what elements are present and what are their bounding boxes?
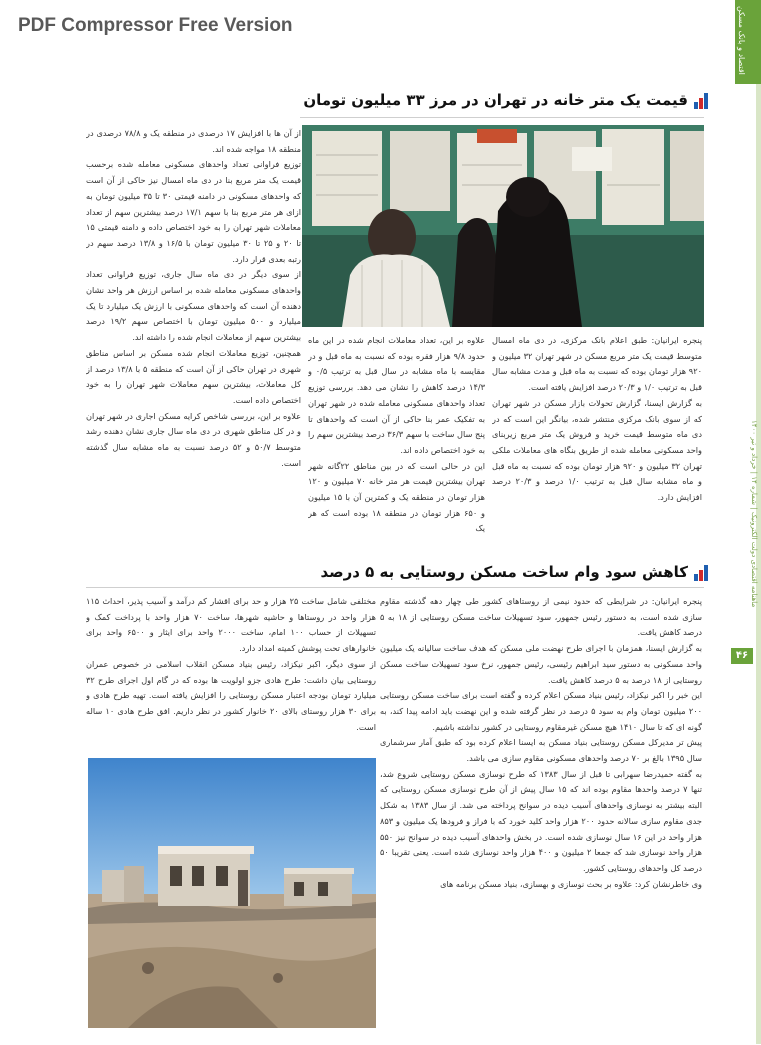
paragraph: علاوه بر این، بررسی شاخص کرایه مسکن اجاری در شهر تهران و در کل مناطق شهری در دی ماه سال جاری نشان دهنده رشد متوسط ۵۰/۷ و ۵۲ درصد نسبت به ماه مشابه سال گذشته است.: [86, 410, 301, 468]
photo-rural-houses: [88, 758, 376, 1028]
paragraph: پنجره ایرانیان: در شرایطی که حدود نیمی از روستاهای کشور طی چهار دهه گذشته مقاوم سازی شده است، به دستور رئیس جمهور، سود تسهیلات ساخت مسکن روستایی از ۱۸ به ۵ درصد کاهش یافت.: [380, 596, 702, 638]
paragraph: از سوی دیگر در دی ماه سال جاری، توزیع فراوانی تعداد واحدهای مسکونی معامله شده بر اساس ارزش هر واحد نشان دهنده آن است که واحدهای مسکونی با ارزش یک میلیارد تا یک میلیارد و ۵۰۰ میلیون تومان با اختصاص سهم ۱۹/۲ درصد بیشترین سهم از معاملات انجام شده را داشته اند.: [86, 269, 301, 343]
paragraph: از سوی دیگر، اکبر نیکزاد، رئیس بنیاد مسکن انقلاب اسلامی در خصوص عمران روستایی بیان داشت: طرح هادی جزو اولویت ها بوده که در گام اول اجرای طرح ۳۲ میلیارد تومان بودجه اعتبار مسکن روستایی را افزایش یافته است. تهیه طرح هادی و برای ۳۰ هزار روستای بالای ۲۰ خانوار کشور در نظر داریم. افق طرح هادی ۱۰ ساله است.: [86, 658, 376, 732]
bars-icon: [694, 93, 708, 109]
title-rule: [300, 117, 704, 118]
paragraph: به گفته حمیدرضا سهرابی تا قبل از سال ۱۳۸۳ که طرح نوسازی مسکن روستایی شروع شد، تنها ۷ درصد واحدها مقاوم بوده اند که ۱۵ سال پیش از آن طرح نوسازی مسکن روستایی که البته بیشتر به نوسازی واحدهای آسیب دیده در سوانح پرداخته می شد. از سال ۱۳۸۳ به شکل جدی مقاوم سازی سالانه حدود ۲۰۰ هزار واحد کلید خورد که با فراز و فرودها یک میلیون و ۸۵۳ هزار واحد در این ۱۶ سال نوسازی شده است. در بخش واحدهای آسیب دیده در سوانح نیز ۵۵۰ هزار واحد نوسازی شد که جمعا ۲ میلیون و ۴۰۰ هزار واحد نوسازی شده است. یعنی تقریبا ۵۰ درصد کل واحدهای روستایی کشور.: [380, 768, 702, 873]
paragraph: همچنین، توزیع معاملات انجام شده مسکن بر اساس مناطق شهری در تهران حاکی از آن است که منطقه ۵ با ۱۳/۸ درصد از کل معاملات، بیشترین سهم معاملات شهر تهران را به خود اختصاص داده است.: [86, 347, 301, 405]
running-footer: ماهنامه اقتصادی دولت الکترونیک | شماره ۱۴ | خرداد و تیر ۱۴۰۰: [750, 420, 758, 608]
paragraph: پنجره ایرانیان: طبق اعلام بانک مرکزی، در دی ماه امسال متوسط قیمت یک متر مربع مسکن در شهر تهران ۳۲ میلیون و ۹۲۰ هزار تومان بوده که نسبت به ماه قبل و مدت مشابه سال قبل به ترتیب ۱/۰ و ۲۰/۳ درصد افزایش یافته است.: [492, 335, 702, 393]
bars-icon: [694, 565, 708, 581]
article-2-title-text: کاهش سود وام ساخت مسکن روستایی به ۵ درصد: [320, 563, 688, 581]
watermark: PDF Compressor Free Version: [18, 15, 293, 36]
paragraph: توزیع فراوانی تعداد واحدهای مسکونی معامله شده برحسب قیمت یک متر مربع بنا در دی ماه امسال نیز حاکی از آن است که واحدهای مسکونی در دامنه قیمتی ۳۰ تا ۳۵ میلیون تومان به ازای هر متر مربع بنا با سهم ۱۷/۱ درصد بیشترین سهم از تعداد معاملات شهر تهران را به خود اختصاص داده و دامنه قیمتی ۱۵ تا ۲۰ و ۲۵ تا ۳۰ میلیون تومان با ۱۶/۵ و ۱۳/۸ درصد سهم در رتبه بعدی قرار دارد.: [86, 159, 301, 264]
paragraph: این خبر را اکبر نیکزاد، رئیس بنیاد مسکن اعلام کرده و گفته است برای ساخت مسکن روستایی ۲۰۰ میلیون تومان وام به سود ۵ درصد در نظر گرفته شده و این نهضت باید ادامه پیدا کند، به گونه ای که تا سال ۱۴۱۰ هیچ مسکن غیرمقاوم روستایی در کشور نداشته باشیم.: [380, 690, 702, 732]
paragraph: این در حالی است که در بین مناطق ۲۲گانه شهر تهران بیشترین قیمت هر متر خانه ۷۰ میلیون و ۱۲۰ هزار تومان در منطقه یک و کمترین آن با ۱۵ میلیون و ۶۵۰ هزار تومان در منطقه ۱۸ بوده است که هر یک: [308, 460, 485, 534]
paragraph: علاوه بر این، تعداد معاملات انجام شده در این ماه حدود ۹/۸ هزار فقره بوده که نسبت به ماه قبل و در مقایسه با ماه مشابه در سال قبل به ترتیب ۰/۵ و ۱۴/۳ درصد کاهش را نشان می دهد. بررسی توزیع تعداد واحدهای مسکونی معامله شده در شهر تهران به تفکیک عمر بنا حاکی از آن است که واحدهای تا پنج سال ساخت با سهم ۳۶/۳ درصد بیشترین سهم را به خود اختصاص داده اند.: [308, 335, 485, 455]
paragraph: پیش تر مدیرکل مسکن روستایی بنیاد مسکن به ایسنا اعلام کرده بود که طبق آمار سرشماری سال ۱۳۹۵ بالغ بر ۷۰ درصد واحدهای مسکونی مقاوم سازی می باشد.: [380, 737, 702, 764]
article-1-column-left: [86, 126, 301, 544]
article-2-title: [320, 563, 708, 581]
section-tab: [735, 0, 761, 84]
photo-real-estate-window: [302, 125, 704, 327]
paragraph: از آن ها با افزایش ۱۷ درصدی در منطقه یک و ۷۸/۸ درصدی در منطقه ۱۸ مواجه شده اند.: [86, 128, 301, 154]
article-1-title-text: قیمت یک متر خانه در تهران در مرز ۳۳ میلیون تومان: [303, 91, 688, 109]
title-rule: [86, 587, 704, 588]
article-2-column-right: [380, 594, 702, 1029]
article-1-column-right: [492, 333, 702, 544]
paragraph: به گزارش ایسنا، همزمان با اجرای طرح نهضت ملی مسکن که هدف ساخت سالیانه یک میلیون واحد مسکونی به دستور سید ابراهیم رئیسی، رئیس جمهور، نرخ سود تسهیلات ساخت مسکن روستایی از ۱۸ درصد به ۵ درصد کاهش یافت.: [380, 643, 702, 685]
article-1-title: [303, 91, 708, 109]
section-tab-label: اقتصاد و بانک مسکن: [737, 6, 746, 75]
article-2-column-left: [86, 594, 376, 749]
paragraph: وی خاطرنشان کرد: علاوه بر بحث نوسازی و بهسازی، بنیاد مسکن برنامه های: [440, 878, 702, 889]
article-1-column-middle: [308, 333, 485, 544]
page-number: ۴۶: [731, 648, 753, 664]
paragraph: به گزارش ایسنا، گزارش تحولات بازار مسکن در شهر تهران که از سوی بانک مرکزی منتشر شده، بیانگر این است که در دی ماه متوسط قیمت خرید و فروش یک متر مربع زیربنای واحد مسکونی معامله شده از طریق بنگاه های معاملات ملکی تهران ۳۲ میلیون و ۹۲۰ هزار تومان بوده که نسبت به ماه قبل و ماه مشابه سال قبل به ترتیب ۱/۰ درصد و ۲۰/۳ درصد افزایش دارد.: [492, 397, 702, 503]
paragraph: مختلفی شامل ساخت ۲۵ هزار و حد برای اقشار کم درآمد و آسیب پذیر، احداث ۱۱۵ هزار واحد در روستاها و حاشیه شهرها، ساخت ۷۰ هزار واحد با پرداخت کمک و تسهیلات از حساب ۱۰۰ امام، ساخت ۲۰۰۰ واحد برای ایثار و ۶۵۰۰ واحد برای خانوارهای تحت پوشش کمیته امداد دارد.: [86, 596, 376, 654]
